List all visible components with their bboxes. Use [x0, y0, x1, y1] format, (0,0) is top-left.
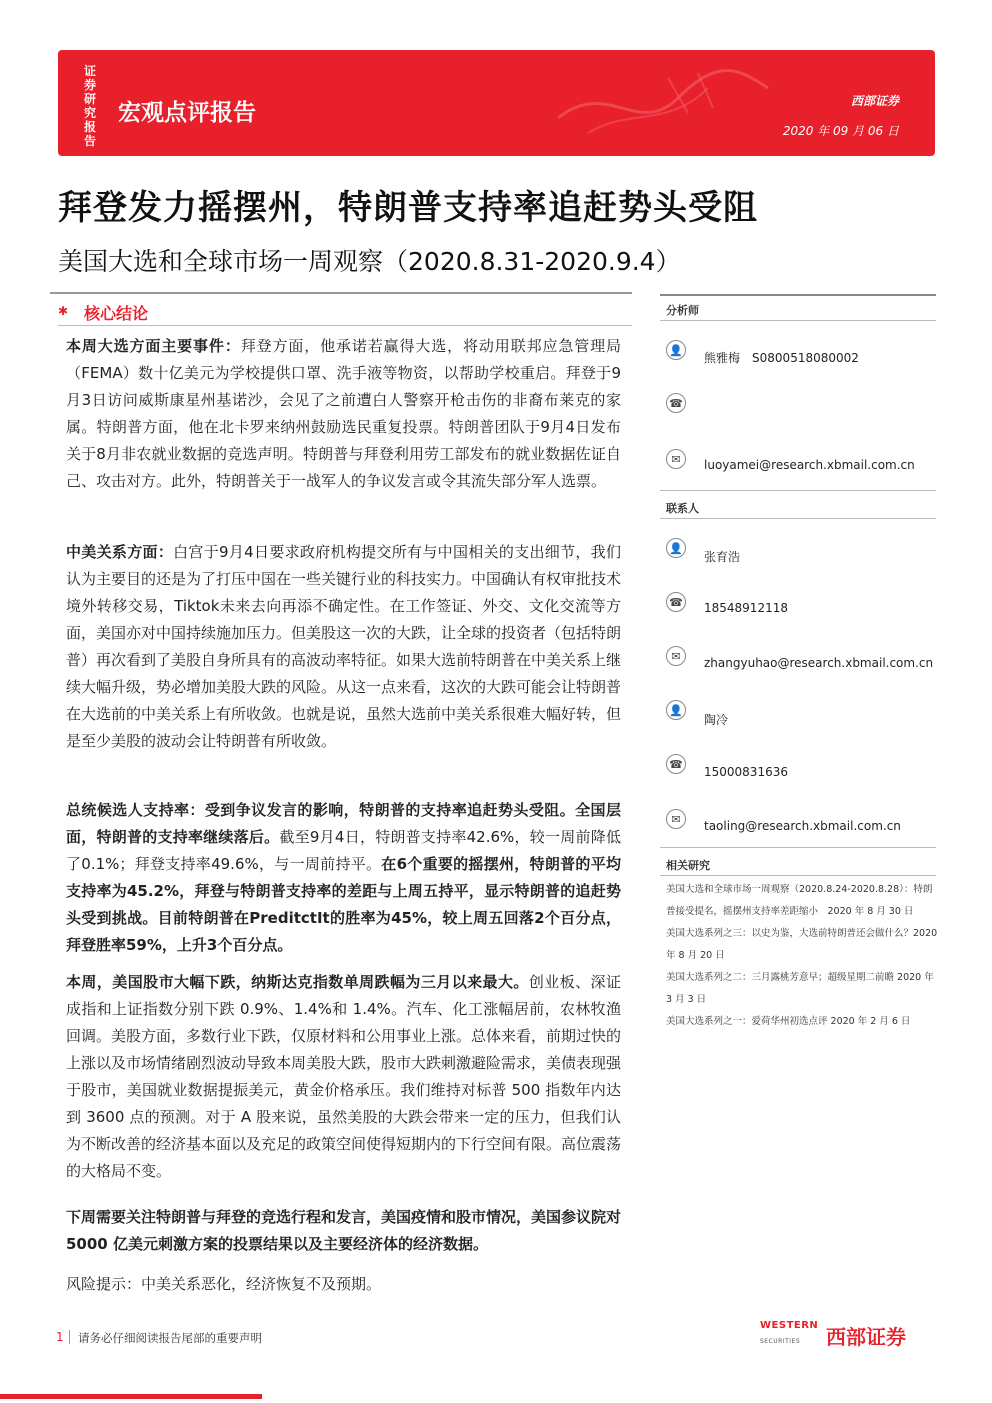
divider [660, 320, 936, 321]
paragraph-lead: 中美关系方面： [66, 543, 174, 561]
phone-icon: ☎ [666, 592, 686, 612]
mail-icon: ✉ [666, 809, 686, 829]
paragraph-text: 创业板、深证成指和上证指数分别下跌 0.9%、1.4%和 1.4%。汽车、化工涨幅居前，农林牧渔回调。美股方面，多数行业下跌，仅原材料和公用事业上涨。总体来看，前期过快的上涨以及市场情绪剧烈波动导致本周美股大跌，股市大跌刺激避险需求，美债表现强于股市，美国就业数据提振美元，黄金价格承压。我们维持对标普 500 指数年内达到 3600 点的预测。对于 A 股来说，虽然美股的大跌会带来一定的压力，但我们认为不断改善的经济基本面以及充足的政策空间使得短期内的下行空间有限。高位震荡的大格局不变。 [66, 973, 622, 1180]
mail-icon: ✉ [666, 646, 686, 666]
company-name: 西部证券 [850, 94, 899, 108]
paragraph-approval [66, 797, 621, 959]
company-logo [760, 1318, 940, 1354]
paragraph-risk [66, 1271, 621, 1298]
footer-note: 请务必仔细阅读报告尾部的重要声明 [78, 1331, 262, 1345]
contact2-phone: 15000831636 [704, 765, 788, 779]
contact2-name: 陶冷 [704, 713, 729, 727]
contact1-email[interactable]: zhangyuhao@research.xbmail.com.cn [704, 656, 934, 670]
divider [660, 518, 936, 519]
logo-mark: WESTERN [760, 1320, 819, 1331]
paragraph-text: 白宫于9月4日要求政府机构提交所有与中国相关的支出细节，我们认为主要目的还是为了打压中国在一些关键行业的科技实力。中国确认有权审批技术境外转移交易，Tiktok未来去向再添不确定性。在工作签证、外交、文化交流等方面，美国亦对中国持续施加压力。但美股这一次的大跌，让全球的投资者（包括特朗普）再次看到了美股自身所具有的高波动率特征。如果大选前特朗普在中美关系上继续大幅升级，势必增加美股大跌的风险。从这一点来看，这次的大跌可能会让特朗普在大选前的中美关系上有所收敛。也就是说，虽然大选前中美关系很难大幅好转，但是至少美股的波动会让特朗普有所收敛。 [66, 543, 622, 750]
paragraph-text: 下周需要关注特朗普与拜登的竞选行程和发言，美国疫情和股市情况，美国参议院对 5000 亿美元刺激方案的投票结果以及主要经济体的经济数据。 [66, 1208, 622, 1253]
related-list [666, 879, 938, 1033]
related-title: 相关研究 [666, 859, 710, 872]
paragraph-text: 截至9月4日，特朗普支持率42.6%，较一周前降低了0.1%；拜登支持率49.6%，与一周前持平。 [66, 828, 621, 873]
related-item[interactable]: 美国大选系列之三：以史为鉴，大选前特朗普还会做什么？2020 年 8 月 20 日 [666, 928, 938, 961]
related-item[interactable]: 美国大选系列之二：三月露桃芳意早；超级星期二前瞻 2020 年 3 月 3 日 [666, 972, 934, 1005]
logo-cn: 西部证券 [826, 1325, 906, 1349]
banner-decoration-icon [548, 58, 778, 148]
analyst-name [704, 349, 859, 366]
report-banner [58, 50, 935, 156]
person-icon: 👤 [666, 700, 686, 720]
analyst-cert: S0800518080002 [752, 351, 859, 365]
paragraph-bold: 在6个重要的摇摆州，特朗普的平均支持率为45.2%，拜登与特朗普支持率的差距与上周五持平，显示特朗普的追赶势头受到挑战。目前特朗普在PreditctIt的胜率为45%，较上周五回落2个百分点，拜登胜率59%，上升3个百分点。 [66, 855, 621, 954]
related-item[interactable]: 美国大选系列之一：爱荷华州初选点评 2020 年 2 月 6 日 [666, 1016, 911, 1027]
divider [660, 294, 936, 296]
page-subtitle: 美国大选和全球市场一周观察（2020.8.31-2020.9.4） [58, 247, 681, 276]
paragraph-text: 拜登方面，他承诺若赢得大选，将动用联邦应急管理局（FEMA）数十亿美元为学校提供口罩、洗手液等物资，以帮助学校重启。拜登于9月3日访问威斯康星州基诺沙，会见了之前遭白人警察开枪击伤的非裔布莱克的家属。特朗普方面，他在北卡罗来纳州鼓励选民重复投票。特朗普团队于9月4日发布关于8月非农就业数据的竞选声明。特朗普与拜登利用劳工部发布的就业数据佐证自己、攻击对方。此外，特朗普关于一战军人的争议发言或令其流失部分军人选票。 [66, 337, 621, 490]
vertical-label: 证券研究报告 [84, 64, 97, 148]
analyst-title: 分析师 [666, 304, 699, 317]
footer-accent-bar [0, 1394, 262, 1399]
paragraph-us-china [66, 539, 621, 755]
person-icon: 👤 [666, 340, 686, 360]
contact-title: 联系人 [666, 502, 699, 515]
divider [660, 847, 936, 848]
analyst-email[interactable]: luoyamei@research.xbmail.com.cn [704, 458, 915, 472]
phone-icon: ☎ [666, 754, 686, 774]
contact1-phone: 18548912118 [704, 601, 788, 615]
analyst-name-text: 熊雅梅 [704, 351, 741, 365]
paragraph-lead: 本周，美国股市大幅下跌，纳斯达克指数单周跌幅为三月以来最大。 [66, 973, 529, 991]
report-date: 2020 年 09 月 06 日 [782, 124, 899, 138]
divider [58, 325, 632, 326]
related-item[interactable]: 美国大选和全球市场一周观察（2020.8.24-2020.8.28）：特朗普接受提名，摇摆州支持率差距缩小 2020 年 8 月 30 日 [666, 884, 933, 917]
mail-icon: ✉ [666, 449, 686, 469]
divider [50, 292, 632, 294]
divider [69, 1330, 70, 1344]
paragraph-text: 风险提示：中美关系恶化，经济恢复不及预期。 [66, 1275, 382, 1293]
report-type: 宏观点评报告 [118, 100, 256, 126]
phone-icon: ☎ [666, 393, 686, 413]
divider [660, 875, 936, 876]
section-header [58, 300, 632, 324]
contact2-email[interactable]: taoling@research.xbmail.com.cn [704, 819, 901, 833]
paragraph-bold: 总统候选人支持率：受到争议发言的影响，特朗普的支持率追赶势头受阻。全国层面，特朗普的支持率继续落后。 [66, 801, 621, 846]
bullet-icon: ✱ [58, 304, 69, 318]
paragraph-events [66, 333, 621, 495]
person-icon: 👤 [666, 538, 686, 558]
page-title: 拜登发力摇摆州，特朗普支持率追赶势头受阻 [58, 188, 758, 228]
logo-sub: SECURITIES [760, 1338, 801, 1345]
paragraph-next-week [66, 1204, 621, 1258]
paragraph-markets [66, 969, 621, 1185]
page-number: 1 [56, 1330, 64, 1344]
contact1-name: 张育浩 [704, 550, 741, 564]
paragraph-lead: 本周大选方面主要事件： [66, 337, 241, 355]
section-label: 核心结论 [84, 304, 149, 323]
divider [660, 490, 936, 491]
